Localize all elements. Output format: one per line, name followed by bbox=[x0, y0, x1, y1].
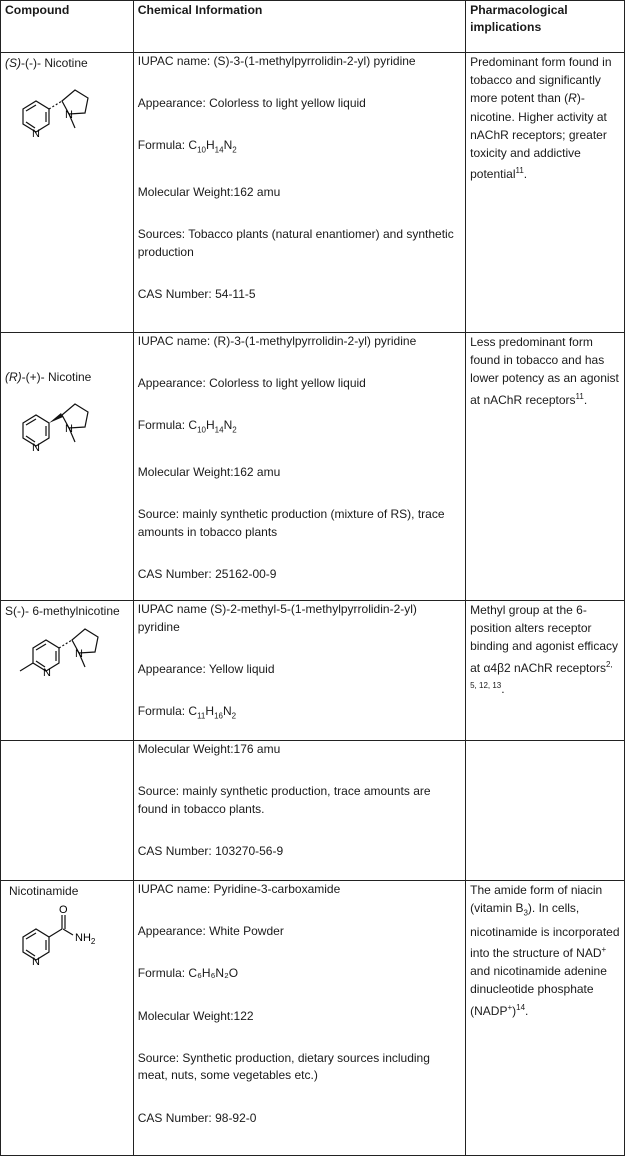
header-row bbox=[1, 1, 625, 53]
compound-cell bbox=[1, 333, 134, 601]
svg-text:NH2: $NH_2$ bbox=[75, 932, 96, 946]
header-chemical: Chemical Information bbox=[133, 1, 465, 53]
svg-text:N: N bbox=[65, 109, 73, 121]
table-row bbox=[1, 601, 625, 741]
table-row bbox=[1, 881, 625, 1156]
cas-number: CAS Number: 98-92-0 bbox=[137, 1110, 257, 1125]
compound-cell bbox=[1, 53, 134, 333]
table-row bbox=[1, 333, 625, 601]
cas-number: CAS Number: 103270-56-9 bbox=[137, 843, 284, 858]
compound-name: (R)-(+)- Nicotine bbox=[5, 370, 92, 384]
compound-cell bbox=[1, 601, 134, 741]
sources: Source: Synthetic production, dietary sources including meat, nuts, some vegetables etc.) bbox=[137, 1050, 430, 1083]
pharm-cell: Methyl group at the 6-position alters receptor binding and agonist efficacy at α4β2 nAChR receptors$^{2, 5, 12, 13}$. bbox=[466, 601, 625, 741]
cas-number: CAS Number: 54-11-5 bbox=[137, 286, 256, 301]
chemical-info-cell bbox=[133, 741, 465, 881]
molecular-weight: Molecular Weight:162 amu bbox=[137, 464, 281, 479]
svg-text:N: N bbox=[65, 423, 73, 435]
molecular-weight: Molecular Weight:176 amu bbox=[137, 742, 281, 756]
methylnicotine-structure-image bbox=[5, 620, 115, 690]
pharm-cell bbox=[466, 741, 625, 881]
sources: Sources: Tobacco plants (natural enantiomer) and synthetic production bbox=[137, 227, 454, 259]
molecular-weight: Molecular Weight:162 amu bbox=[137, 184, 281, 199]
cas-number: CAS Number: 25162-00-9 bbox=[137, 566, 277, 581]
svg-text:N: N bbox=[75, 648, 83, 660]
formula: Formula: $C_{10}H_{14}N_2$ bbox=[137, 138, 237, 155]
header-compound: Compound bbox=[1, 1, 134, 53]
sources: Source: mainly synthetic production (mixture of RS), trace amounts in tobacco plants bbox=[137, 507, 445, 539]
table-row bbox=[1, 53, 625, 333]
chemical-info-cell bbox=[133, 333, 465, 601]
appearance: Appearance: Colorless to light yellow liquid bbox=[137, 96, 366, 111]
table-row bbox=[1, 741, 625, 881]
molecular-weight: Molecular Weight:122 bbox=[137, 1008, 254, 1023]
formula: Formula: $C_{10}H_{14}N_2$ bbox=[137, 418, 237, 435]
formula: Formula: C₆H₆N₂O bbox=[137, 966, 239, 981]
r-nicotine-structure-image bbox=[5, 386, 115, 456]
appearance: Appearance: White Powder bbox=[137, 924, 284, 939]
chemical-info-cell bbox=[133, 53, 465, 333]
iupac-name: IUPAC name (S)-2-methyl-5-(1-methylpyrrolidin-2-yl) pyridine bbox=[137, 602, 417, 634]
chemical-info-cell bbox=[133, 601, 465, 741]
svg-text:N: N bbox=[32, 442, 40, 454]
pharm-cell: Less predominant form found in tobacco and has lower potency as an agonist at nAChR receptors$^{11}$. bbox=[466, 333, 625, 601]
compound-cell bbox=[1, 881, 134, 1156]
svg-text:O: O bbox=[59, 904, 68, 916]
svg-text:N: N bbox=[32, 128, 40, 140]
compound-name: (S)-(-)- Nicotine bbox=[5, 56, 88, 70]
svg-text:N: N bbox=[43, 667, 51, 679]
chemical-info-cell bbox=[133, 881, 465, 1156]
compound-name: S(-)- 6-methylnicotine bbox=[5, 604, 120, 618]
pharm-cell: Predominant form found in tobacco and significantly more potent than (R)-nicotine. Higher activity at nAChR receptors; greater toxicity and addictive potential$^{11}$. bbox=[466, 53, 625, 333]
s-nicotine-structure-image bbox=[5, 72, 115, 142]
compound-name: Nicotinamide bbox=[9, 884, 79, 898]
nicotinamide-structure-image bbox=[5, 900, 115, 970]
svg-text:N: N bbox=[32, 956, 40, 968]
header-pharm: Pharmacological implications bbox=[466, 1, 625, 53]
pharm-cell: The amide form of niacin (vitamin $B_3$). In cells, nicotinamide is incorporated into the structure of NAD+ and nicotinamide adenine dinucleotide phosphate (NADP+)$^{14}$. bbox=[466, 881, 625, 1156]
iupac-name: IUPAC name: (S)-3-(1-methylpyrrolidin-2-yl) pyridine bbox=[137, 54, 416, 68]
compound-cell bbox=[1, 741, 134, 881]
appearance: Appearance: Yellow liquid bbox=[137, 661, 275, 676]
sources: Source: mainly synthetic production, trace amounts are found in tobacco plants. bbox=[137, 784, 431, 816]
formula: Formula: $C_{11}H_{16}N_2$ bbox=[137, 703, 237, 721]
appearance: Appearance: Colorless to light yellow liquid bbox=[137, 376, 366, 391]
iupac-name: IUPAC name: Pyridine-3-carboxamide bbox=[137, 882, 341, 896]
iupac-name: IUPAC name: (R)-3-(1-methylpyrrolidin-2-yl) pyridine bbox=[137, 334, 417, 348]
